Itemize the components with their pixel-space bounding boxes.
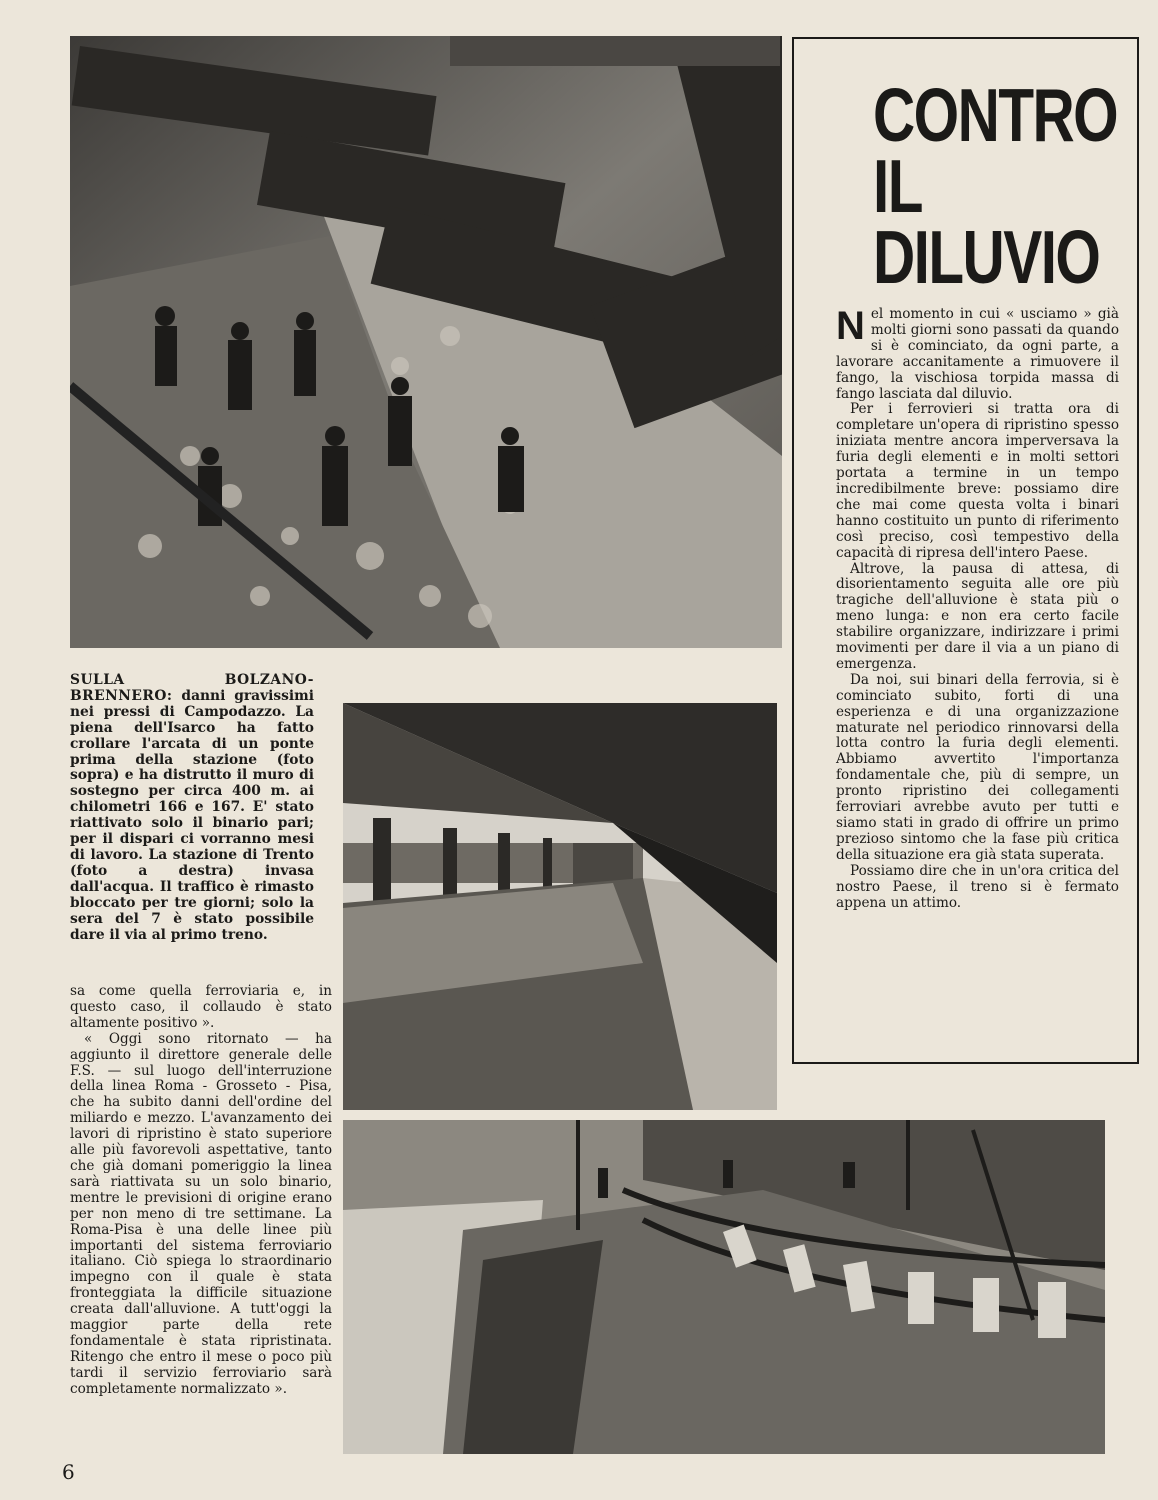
box-article-paragraph (836, 304, 1119, 402)
headline-line: IL (873, 144, 922, 228)
caption-lead: SULLA BOLZANO-BRENNERO: (70, 672, 314, 704)
box-article-first-text: el momento in cui « usciamo » già molti giorni sono passati da quando si è cominciato, da ogni parte, a lavorare accanitamente a rimuovere il fango, la vischiosa torpida massa di fango lasciata dal diluvio. (836, 306, 1119, 402)
headline-line: CONTRO (873, 73, 1118, 157)
left-article-column (70, 984, 332, 1398)
headline (873, 73, 1118, 299)
photo-caption (70, 673, 314, 943)
box-article-paragraph: Da noi, sui binari della ferrovia, si è cominciato subito, forti di una esperienza e di una organizzazione maturate nel periodico rinnovarsi della lotta contro la furia degli elementi. Abbiamo avvertito l'importanza fondamentale che, più di sempre, un pronto ripristino dei collegamenti ferroviari avrebbe avuto per tutti e siamo stati in grado di offrire un primo prezioso sintomo che la fase più critica della situazione era già stata superata. (836, 671, 1119, 863)
left-article-paragraph: sa come quella ferroviaria e, in questo caso, il collaudo è stato altamente positivo ». (70, 983, 332, 1031)
box-article-paragraph: Per i ferrovieri si tratta ora di completare un'opera di ripristino spesso iniziata mentre ancora imperversava la furia degli elementi e in molti settori portata a termine in un tempo incredibilmente breve: possiamo dire che mai come questa volta i binari hanno costituito un punto di riferimento così preciso, così tempestivo della capacità di ripresa dell'intero Paese. (836, 401, 1119, 561)
photo-bridge-collapse-workers (70, 36, 782, 648)
box-article-body (836, 304, 1119, 911)
caption-text: danni gravissimi nei pressi di Campodazzo. La piena dell'Isarco ha fatto crollare l'arcata di un ponte prima della stazione (foto sopra) e ha distrutto il muro di sostegno per circa 400 m. ai chilometri 166 e 167. E' stato riattivato solo il binario pari; per il dispari ci vorranno mesi di lavoro. La stazione di Trento (foto a destra) invasa dall'acqua. Il traffico è rimasto bloccato per tre giorni; solo la sera del 7 è stato possibile dare il via al primo treno. (70, 687, 314, 943)
photo-flooded-trento-station (343, 703, 777, 1110)
headline-line: DILUVIO (873, 215, 1100, 299)
box-article-paragraph: Possiamo dire che in un'ora critica del nostro Paese, il treno si è fermato appena un attimo. (836, 862, 1119, 911)
box-article-paragraph: Altrove, la pausa di attesa, di disorientamento seguita alle ore più tragiche dell'alluvione è stata più o meno lunga: e non era certo facile stabilire organizzare, indirizzare i primi movimenti per dare il via a un piano di emergenza. (836, 560, 1119, 672)
left-article-paragraph: « Oggi sono ritornato — ha aggiunto il direttore generale delle F.S. — sul luogo dell'interruzione della linea Roma - Grosseto - Pisa, che ha subito danni dell'ordine del miliardo e mezzo. L'avanzamento dei lavori di ripristino è stato superiore alle più favorevoli aspettative, tanto che già domani pomeriggio la linea sarà riattivata su un solo binario, mentre le previsioni di origine erano per non meno di tre settimane. La Roma-Pisa è una delle linee più importanti del sistema ferroviario italiano. Ciò spiega lo straordinario impegno con il quale è stata fronteggiata la difficile situazione creata dall'alluvione. A tutt'oggi la maggior parte della rete fondamentale è stata ripristinata. Ritengo che entro il mese o poco più tardi il servizio ferroviario sarà completamente normalizzato ». (70, 1030, 332, 1397)
photo-track-repair-embankment (343, 1120, 1105, 1454)
page-number: 6 (62, 1460, 75, 1484)
drop-cap: N (836, 304, 865, 348)
